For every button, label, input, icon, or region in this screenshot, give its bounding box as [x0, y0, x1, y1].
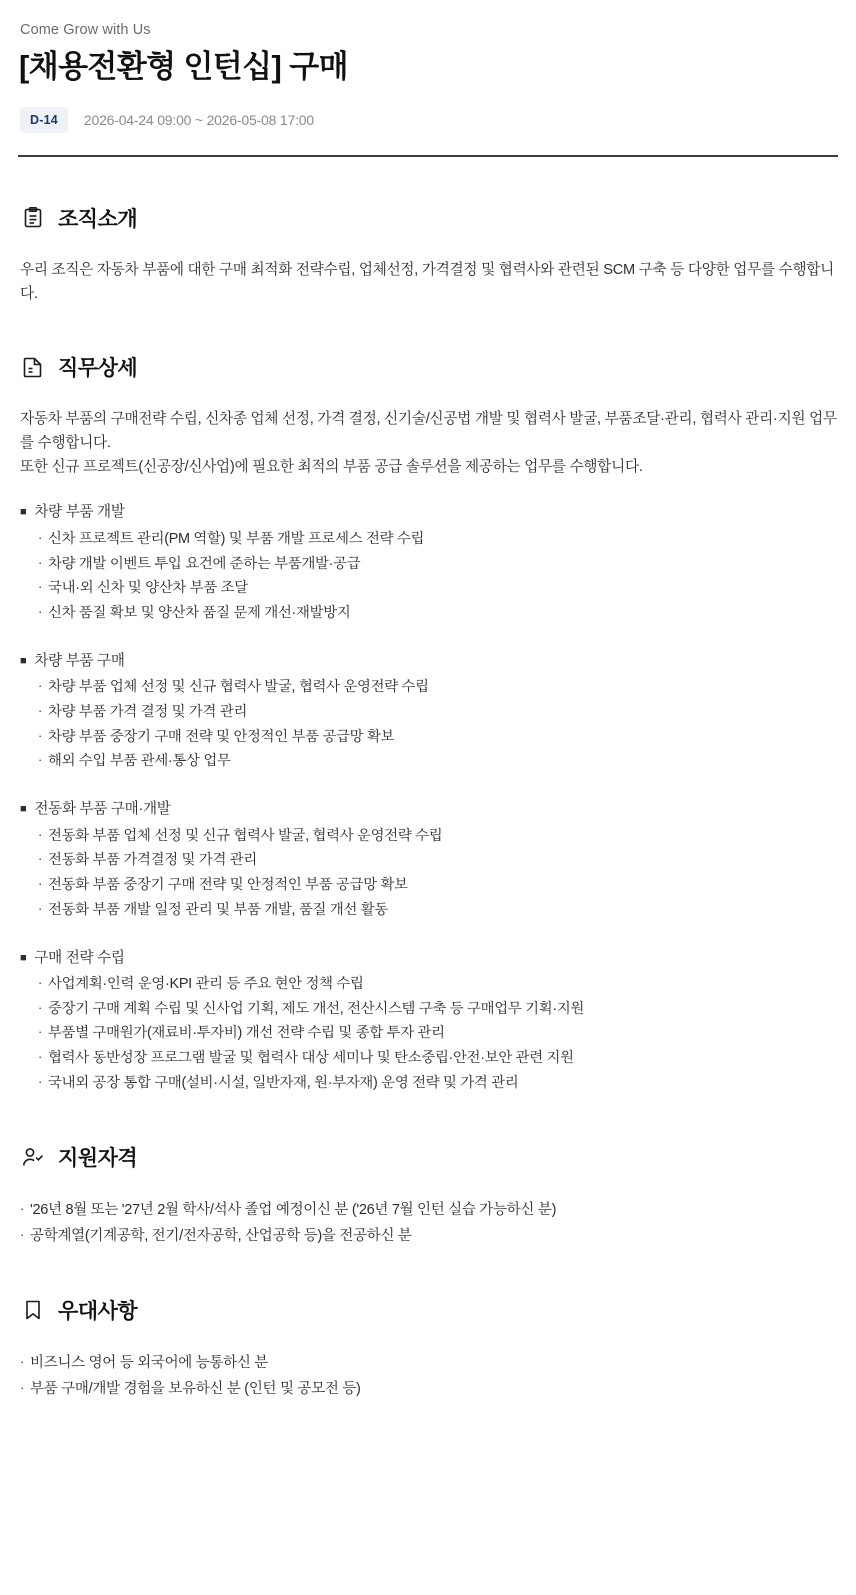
section-header: [18, 352, 838, 382]
list-item-text: 국내·외 신차 및 양산차 부품 조달: [48, 580, 248, 597]
duty-group-title: [20, 947, 838, 970]
list-item-text: 차량 부품 중장기 구매 전략 및 안정적인 부품 공급망 확보: [48, 728, 395, 745]
list-item-text: 국내외 공장 통합 구매(설비·시설, 일반자재, 원·부자재) 운영 전략 및 가격 관리: [48, 1075, 519, 1092]
dot-bullet-icon: ·: [38, 702, 43, 718]
dot-bullet-icon: ·: [38, 752, 43, 768]
duty-group-list: [20, 527, 838, 626]
list-item-text: 전동화 부품 중장기 구매 전략 및 안정적인 부품 공급망 확보: [48, 877, 408, 894]
page-title: [채용전환형 인턴십] 구매: [19, 49, 348, 84]
org-intro-paragraph: 우리 조직은 자동차 부품에 대한 구매 최적화 전략수립, 업체선정, 가격결정 및 협력사와 관련된 SCM 구축 등 다양한 업무를 수행합니다.: [20, 262, 835, 302]
list-item-text: 전동화 부품 개발 일정 관리 및 부품 개발, 품질 개선 활동: [48, 901, 388, 918]
duty-group-title: [20, 798, 838, 821]
square-bullet-icon: ■: [20, 951, 27, 964]
person-check-icon: [20, 1144, 46, 1170]
application-period: 2026-04-24 09:00 ~ 2026-05-08 17:00: [83, 112, 314, 129]
dot-bullet-icon: ·: [38, 529, 43, 545]
qualification-list: [20, 1198, 838, 1250]
list-item: [38, 527, 838, 552]
dot-bullet-icon: ·: [38, 851, 43, 867]
duty-intro-line-1: 자동차 부품의 구매전략 수립, 신차종 업체 선정, 가격 결정, 신기술/신공법 개발 및 협력사 발굴, 부품조달·관리, 협력사 관리·지원 업무를 수행합니다.: [20, 411, 837, 452]
list-item: [38, 848, 838, 873]
dot-bullet-icon: ·: [38, 876, 43, 892]
dot-bullet-icon: ·: [20, 1226, 25, 1242]
dot-bullet-icon: ·: [20, 1354, 25, 1370]
section-job-detail: [18, 306, 838, 1095]
list-item-text: 공학계열(기계공학, 전기/전자공학, 산업공학 등)을 전공하신 분: [30, 1227, 412, 1244]
list-item: [38, 552, 838, 577]
list-item: [20, 1351, 838, 1377]
list-item: [38, 725, 838, 750]
list-item-text: 신차 품질 확보 및 양산차 품질 문제 개선·재발방지: [48, 605, 351, 622]
list-item: [38, 601, 838, 626]
list-item: [38, 873, 838, 898]
list-item: [38, 997, 838, 1022]
section-title: 조직소개: [58, 208, 138, 232]
section-org-intro: [18, 157, 838, 306]
list-item-text: 차량 부품 가격 결정 및 가격 관리: [48, 703, 248, 720]
section-title: 우대사항: [58, 1300, 138, 1324]
list-item-text: 협력사 동반성장 프로그램 발굴 및 협력사 대상 세미나 및 탄소중립·안전·보안 관련 지원: [48, 1050, 574, 1067]
dot-bullet-icon: ·: [38, 604, 43, 620]
square-bullet-icon: ■: [20, 803, 27, 816]
list-item-text: 차량 개발 이벤트 투입 요건에 준하는 부품개발·공급: [48, 555, 361, 572]
dot-bullet-icon: ·: [20, 1200, 25, 1216]
section-preferred: [18, 1249, 838, 1403]
dot-bullet-icon: ·: [38, 579, 43, 595]
duty-group-label: 차량 부품 개발: [34, 504, 125, 521]
dot-bullet-icon: ·: [38, 727, 43, 743]
section-title: 직무상세: [58, 357, 138, 381]
bookmark-icon: [20, 1297, 46, 1323]
list-item: [20, 1224, 838, 1250]
list-item-text: 신차 프로젝트 관리(PM 역할) 및 부품 개발 프로세스 전략 수립: [48, 530, 425, 547]
list-item-text: 전동화 부품 업체 선정 및 신규 협력사 발굴, 협력사 운영전략 수립: [48, 827, 443, 844]
duty-intro-line-2: 또한 신규 프로젝트(신공장/신사업)에 필요한 최적의 부품 공급 솔루션을 제공하는 업무를 수행합니다.: [20, 458, 643, 475]
dot-bullet-icon: ·: [38, 678, 43, 694]
dot-bullet-icon: ·: [38, 1074, 43, 1090]
eyebrow-text: Come Grow with Us: [20, 22, 151, 38]
list-item: [38, 576, 838, 601]
list-item-text: 차량 부품 업체 선정 및 신규 협력사 발굴, 협력사 운영전략 수립: [48, 679, 429, 696]
duty-group-label: 차량 부품 구매: [34, 652, 125, 669]
duty-group-list: [20, 675, 838, 774]
list-item: [20, 1377, 838, 1403]
spacer: [18, 479, 838, 501]
section-title: 지원자격: [58, 1146, 138, 1170]
duty-group-label: 전동화 부품 구매·개발: [34, 801, 171, 818]
dot-bullet-icon: ·: [20, 1380, 25, 1396]
dot-bullet-icon: ·: [38, 900, 43, 916]
section-header: [18, 1142, 838, 1172]
list-item-text: 전동화 부품 가격결정 및 가격 관리: [48, 852, 257, 869]
list-item-text: 사업계획·인력 운영·KPI 관리 등 주요 현안 정책 수립: [48, 975, 364, 992]
section-qualification: [18, 1096, 838, 1250]
list-item: [38, 700, 838, 725]
duty-group-title: [20, 650, 838, 673]
list-item: [38, 749, 838, 774]
section-header: [18, 1295, 838, 1325]
duty-group-list: [20, 824, 838, 923]
dot-bullet-icon: ·: [38, 999, 43, 1015]
section-header: [18, 203, 838, 233]
list-item: [38, 898, 838, 923]
duty-group-label: 구매 전략 수립: [34, 949, 125, 966]
list-item-text: 중장기 구매 계획 수립 및 신사업 기획, 제도 개선, 전산시스템 구축 등 구매업무 기획·지원: [48, 1000, 585, 1017]
document-list-icon: [20, 354, 46, 380]
list-item: [20, 1198, 838, 1224]
duty-group: [20, 650, 838, 774]
list-item: [38, 972, 838, 997]
list-item: [38, 1021, 838, 1046]
dot-bullet-icon: ·: [38, 554, 43, 570]
list-item-text: 비즈니스 영어 등 외국어에 능통하신 분: [30, 1355, 268, 1372]
clipboard-icon: [20, 205, 46, 231]
duty-group: [20, 798, 838, 922]
duty-group: [20, 947, 838, 1096]
posting-header: [18, 22, 838, 157]
square-bullet-icon: ■: [20, 654, 27, 667]
list-item: [38, 1071, 838, 1096]
duty-group-title: [20, 501, 838, 524]
duty-group: [20, 501, 838, 625]
duty-group-list: [20, 972, 838, 1096]
dot-bullet-icon: ·: [38, 1024, 43, 1040]
square-bullet-icon: ■: [20, 506, 27, 519]
preferred-list: [20, 1351, 838, 1403]
dot-bullet-icon: ·: [38, 974, 43, 990]
list-item: [38, 1046, 838, 1071]
list-item-text: '26년 8월 또는 '27년 2월 학사/석사 졸업 예정이신 분 ('26년 7월 인턴 실습 가능하신 분): [30, 1201, 557, 1218]
dot-bullet-icon: ·: [38, 826, 43, 842]
posting-meta: [20, 107, 838, 133]
list-item-text: 부품별 구매원가(재료비·투자비) 개선 전략 수립 및 종합 투자 관리: [48, 1025, 445, 1042]
list-item-text: 부품 구매/개발 경험을 보유하신 분 (인턴 및 공모전 등): [30, 1381, 361, 1398]
dot-bullet-icon: ·: [38, 1049, 43, 1065]
status-badge: D-14: [20, 107, 68, 133]
list-item: [38, 675, 838, 700]
list-item: [38, 824, 838, 849]
list-item-text: 해외 수입 부품 관세·통상 업무: [48, 753, 231, 770]
